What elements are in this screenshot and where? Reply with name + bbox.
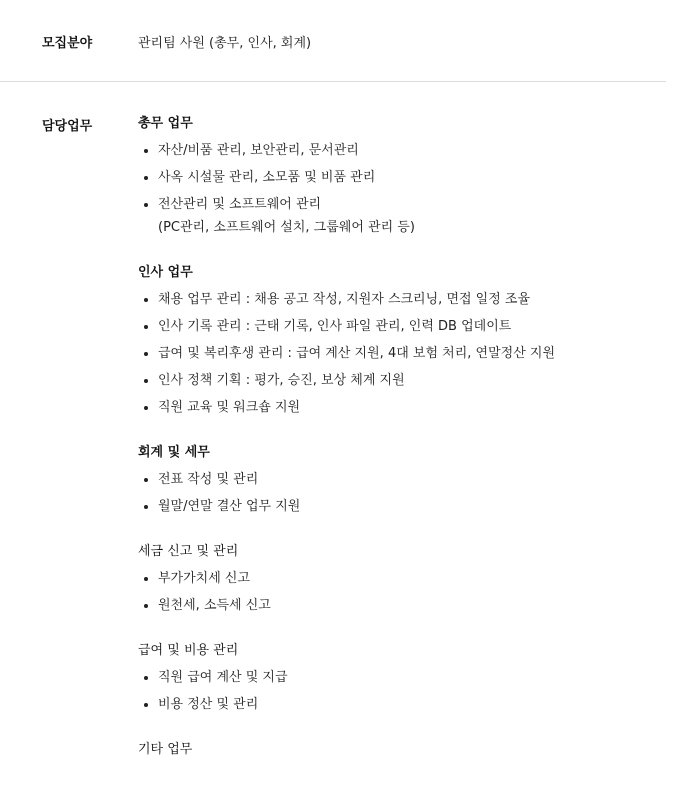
- recruit-field-row: [0, 0, 666, 82]
- bullet-icon: [144, 298, 148, 302]
- bullet-icon: [144, 352, 148, 356]
- duty-item-text: 인사 기록 관리 : 근태 기록, 인사 파일 관리, 인력 DB 업데이트: [158, 319, 512, 334]
- duty-list-item: [138, 399, 658, 417]
- duty-section: [138, 642, 658, 714]
- duty-item-text: 사옥 시설물 관리, 소모품 및 비품 관리: [158, 170, 376, 185]
- duty-list-item: [138, 318, 658, 336]
- duty-item-text: 직원 교육 및 워크숍 지원: [158, 400, 301, 415]
- duty-list-item: [138, 669, 658, 687]
- duty-section: [138, 444, 658, 516]
- bullet-icon: [144, 406, 148, 410]
- duty-section-title: 총무 업무: [138, 116, 193, 131]
- duty-section-title: 기타 업무: [138, 742, 193, 757]
- duty-section: [138, 115, 658, 237]
- bullet-icon: [144, 176, 148, 180]
- bullet-icon: [144, 325, 148, 329]
- duty-list-item: [138, 345, 658, 363]
- recruit-field-label: 모집분야: [42, 36, 93, 51]
- duty-list-item: [138, 291, 658, 309]
- bullet-icon: [144, 676, 148, 680]
- duty-list-item: [138, 597, 658, 615]
- bullet-icon: [144, 478, 148, 482]
- section-divider: [0, 81, 666, 82]
- duty-item-continuation: (PC관리, 소프트웨어 설치, 그룹웨어 관리 등): [158, 220, 415, 235]
- bullet-icon: [144, 577, 148, 581]
- recruit-field-value: 관리팀 사원 (총무, 인사, 회계): [138, 36, 312, 51]
- duty-item-text: 부가가치세 신고: [158, 571, 251, 586]
- duty-item-text: 월말/연말 결산 업무 지원: [158, 499, 301, 514]
- duty-list-item: [138, 471, 658, 489]
- duty-section-title: 세금 신고 및 관리: [138, 544, 239, 559]
- duty-item-text: 비용 정산 및 관리: [158, 697, 259, 712]
- duty-item-text: 채용 업무 관리 : 채용 공고 작성, 지원자 스크리닝, 면접 일정 조율: [158, 292, 531, 307]
- bullet-icon: [144, 703, 148, 707]
- duty-section: [138, 741, 658, 759]
- duty-item-text: 원천세, 소득세 신고: [158, 598, 271, 613]
- duties-label: 담당업무: [42, 119, 93, 134]
- bullet-icon: [144, 149, 148, 153]
- bullet-icon: [144, 379, 148, 383]
- duty-item-text: 전산관리 및 소프트웨어 관리: [158, 197, 322, 212]
- duties-content: [138, 115, 658, 786]
- duty-item-text: 직원 급여 계산 및 지급: [158, 670, 288, 685]
- bullet-icon: [144, 604, 148, 608]
- duty-item-text: 급여 및 복리후생 관리 : 급여 계산 지원, 4대 보험 처리, 연말정산 지원: [158, 346, 556, 361]
- duty-list-item: [138, 498, 658, 516]
- duty-section: [138, 264, 658, 417]
- duty-item-text: 자산/비품 관리, 보안관리, 문서관리: [158, 143, 359, 158]
- duty-section-title: 회계 및 세무: [138, 445, 210, 460]
- bullet-icon: [144, 505, 148, 509]
- duty-list-item: [138, 169, 658, 187]
- duty-section: [138, 543, 658, 615]
- duty-list-item: [138, 372, 658, 390]
- duty-list-item: [138, 696, 658, 714]
- duty-list-item: [138, 196, 658, 214]
- duty-section-title: 급여 및 비용 관리: [138, 643, 239, 658]
- duty-item-text: 전표 작성 및 관리: [158, 472, 259, 487]
- duty-list-item: [138, 570, 658, 588]
- duty-section-title: 인사 업무: [138, 265, 193, 280]
- bullet-icon: [144, 203, 148, 207]
- duty-list-item: [138, 142, 658, 160]
- duty-item-text: 인사 정책 기획 : 평가, 승진, 보상 체계 지원: [158, 373, 405, 388]
